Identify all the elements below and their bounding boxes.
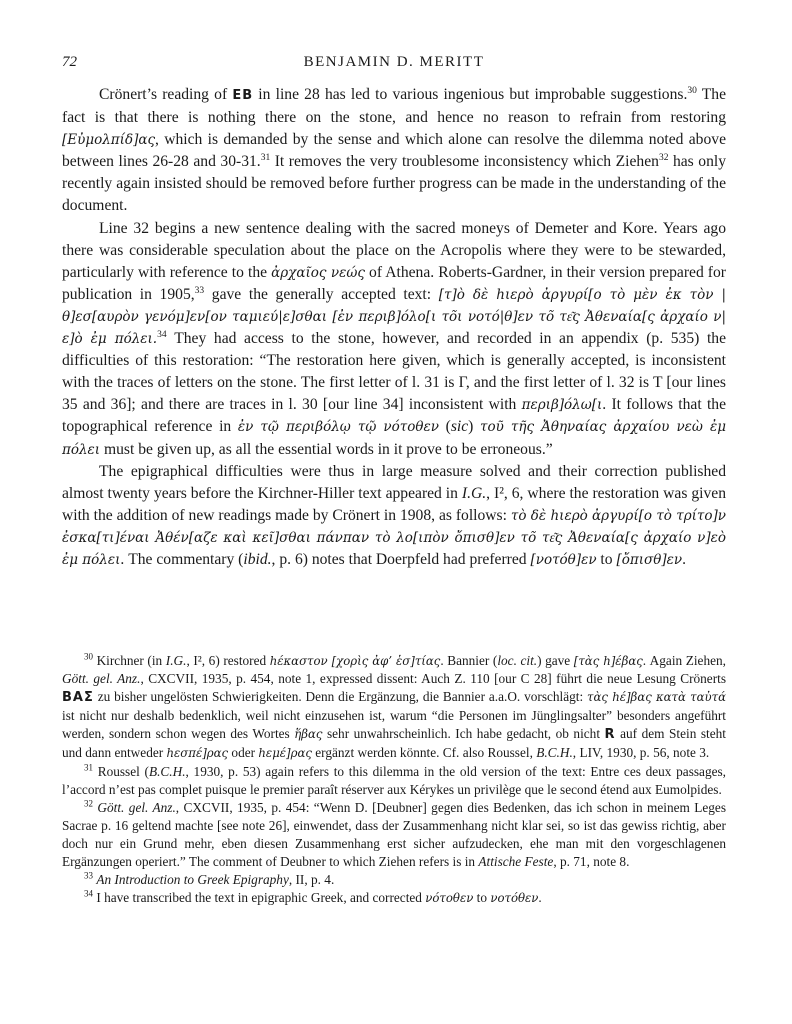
text-run: of Athena. Roberts-Gardner, in their version prepared for publication in 1905, — [62, 263, 726, 303]
text-run: , p. 71, note 8. — [553, 854, 630, 870]
text-run: Crönert’s reading of — [99, 86, 233, 103]
greek-text: τοῦ τῆς Ἀθηναίας ἀρχαίου νεὼ ἐμ πόλει — [62, 419, 727, 458]
text-run: in line 28 has led to various ingenious but improbable suggestions. — [253, 86, 688, 103]
text-run: to — [473, 890, 491, 906]
text-run: . Again Ziehen, — [642, 653, 726, 668]
footnotes — [62, 652, 726, 907]
footnote-ref: 30 — [687, 85, 697, 96]
footnote — [62, 652, 726, 763]
text-run: gave the generally accepted text: — [204, 285, 439, 303]
footnote — [62, 889, 726, 907]
italic-text: B.C.H. — [148, 763, 186, 779]
text-run: , I², 6) restored — [186, 653, 270, 668]
footnote — [62, 799, 726, 871]
footnote-number: 32 — [84, 798, 93, 809]
italic-text: Attische Feste — [478, 854, 554, 870]
footnote-number: 31 — [84, 762, 93, 773]
text-run: . — [682, 550, 686, 568]
greek-text: hεσπέ]ρας — [166, 746, 229, 761]
text-run: ist nicht nur deshalb bedenklich, weil nicht einzusehen ist, warum “die Personen im Jünglingsalter” besonders angeführt werden, sondern schon wegen des Wortes — [62, 708, 726, 742]
page-header — [62, 54, 726, 76]
text-run: ergänzt werden könnte. Cf. also Roussel, — [311, 745, 537, 761]
text-run: , LIV, 1930, p. 56, note 3. — [572, 745, 710, 761]
italic-text: An Introduction to Greek Epigraphy — [96, 872, 289, 888]
greek-text: [ὄπισθ]εν — [616, 551, 683, 568]
footnote-number: 30 — [84, 651, 93, 662]
italic-text: sic — [450, 418, 469, 436]
footnote-ref: 32 — [658, 153, 669, 164]
greek-text: ἀρχαῖος νεώς — [271, 264, 365, 281]
text-run: , p. 6) notes that Doerpfeld had preferred — [271, 550, 531, 568]
text-run: zu bisher ungelösten Schwierigkeiten. Denn die Ergänzung, die Bannier a.a.O. vorschlägt: — [93, 689, 588, 705]
text-run: Kirchner (in — [96, 653, 166, 668]
greek-text: νοτόθεν — [490, 891, 539, 906]
italic-text: B.C.H. — [536, 745, 573, 761]
footnote-ref: 33 — [194, 285, 205, 296]
text-run: I have transcribed the text in epigraphic Greek, and corrected — [96, 890, 426, 906]
epigraphic-letters: BAΣ — [62, 690, 94, 706]
text-run: . The commentary ( — [120, 550, 244, 568]
greek-text: περιβ]όλω[ι — [521, 397, 603, 414]
greek-text: ἐν τῷ περιβόλῳ τῷ νότοθεν — [237, 419, 439, 436]
epigraphic-letters: EB — [232, 88, 254, 103]
greek-text: [τ]ὸ δὲ hιερὸ ἀργυρί[ο τὸ μὲν ἐκ τὸν | θ]εσ[αυρὸν γενόμ]εν[ον ταμιεύ|ε]σθαι [ἐν περιβ]όλο[ι τõι νοτό|θ]εν τõ τε͂ς Ἀθεναία[ς ἀρχαίο ν|ε]ὸ ἐμ πόλει. — [62, 286, 726, 348]
footnote — [62, 871, 726, 889]
greek-text: ἥβας — [294, 727, 323, 742]
greek-text: τὰς hέ]βας κατὰ ταὐτά — [587, 690, 726, 705]
greek-text: [νοτόθ]εν — [530, 551, 597, 568]
paragraph — [62, 218, 726, 461]
text-run: auf dem Stein steht und dann entweder — [62, 726, 726, 761]
italic-text: Gött. gel. Anz. — [97, 799, 176, 815]
text-run: , CXCVII, 1935, p. 454, note 1, expressed dissent: Auch Z. 110 [our C 28] führt die neue Lesung Crönerts — [140, 671, 726, 687]
text-run: Roussel ( — [97, 763, 149, 779]
text-run: . Bannier ( — [440, 653, 498, 668]
italic-text: I.G. — [165, 653, 187, 668]
greek-text: hέκαστον [χορὶς ἀφ’ ἑσ]τίας — [269, 654, 441, 668]
italic-text: ibid. — [243, 550, 272, 568]
epigraphic-letters: R — [604, 727, 616, 743]
text-run: sehr unwahrscheinlich. Ich habe gedacht, ob nicht — [322, 726, 605, 742]
footnote-ref: 31 — [260, 153, 271, 164]
page-number: 72 — [62, 54, 77, 70]
text-run: oder — [228, 745, 259, 761]
italic-text: Gött. gel. Anz. — [62, 671, 141, 687]
text-run: , 1930, p. 53) again refers to this dilemma in the old version of the text: Entre ces deux passages, l’accord n’est pas complet puisque le premier paraît réserver aux Kérykes un privilège que le second étend aux Eumolpides. — [62, 763, 726, 797]
text-run: ( — [438, 418, 451, 436]
text-run: . It follows that the topographical reference in — [62, 396, 726, 436]
text-run: , which is demanded by the sense and which alone can resolve the dilemma noted above between lines 26-28 and 30-31. — [62, 131, 726, 171]
text-run: , II, p. 4. — [288, 872, 335, 888]
text-run: , I², 6, where the restoration was given with the addition of new readings made by Crönert in 1908, as follows: — [62, 484, 726, 524]
text-run: They had access to the stone, however, and recorded in an appendix (p. 535) the difficulties of this restoration: “The restoration here given, which is generally accepted, is inconsistent with the traces of letters on the stone. The first letter of l. 31 is Γ, and the first letter of l. 32 is T [our lines 35 and 36]; and there are traces in l. 30 [our line 34] inconsistent with — [62, 330, 726, 414]
greek-text: [τὰς h]έβας — [573, 654, 643, 668]
text-run: has only recently again insisted should be removed before further progress can be made in the understanding of the document. — [62, 153, 727, 215]
text-run: must be given up, as all the essential words in it prove to be erroneous.” — [100, 440, 553, 458]
greek-text: hεμέ]ρας — [258, 746, 312, 761]
running-title: BENJAMIN D. MERITT — [303, 54, 485, 70]
paragraph — [62, 84, 726, 218]
text-run: Line 32 begins a new sentence dealing with the sacred moneys of Demeter and Kore. Years ago there was considerable speculation about the place on the Acropolis where they were to be stewarded, particularly with reference to the — [62, 219, 726, 281]
footnote-number: 34 — [84, 888, 93, 899]
greek-text: [Εὐμολπίδ]ας — [62, 132, 156, 149]
footnote-ref: 34 — [157, 329, 167, 340]
paragraph — [62, 461, 726, 571]
main-text — [62, 84, 726, 571]
text-run: The epigraphical difficulties were thus in large measure solved and their correction published almost twenty years before the Kirchner-Hiller text appeared in — [62, 462, 726, 502]
text-run: ) — [468, 418, 481, 436]
greek-text: τὸ δὲ hιερὸ ἀργυρί[ο τὸ τρίτο]ν ἐσκα[τι]έναι Ἀθέν[αζε καὶ κεῖ]σθαι πάνπαν τὸ λο[ιπὸν ὄπισθ]εν τõ τε͂ς Ἀθεναία[ς ἀρχαίο ν]εὸ ἐμ πόλει — [62, 507, 726, 568]
italic-text: loc. cit. — [497, 653, 538, 668]
greek-text: νότοθεν — [425, 891, 474, 906]
text-run: . — [538, 890, 542, 906]
text-run: The fact is that there is nothing there on the stone, and hence no reason to refrain from restoring — [62, 86, 726, 127]
text-run: ) gave — [537, 653, 574, 668]
italic-text: I.G. — [461, 484, 487, 502]
footnote-number: 33 — [84, 870, 93, 881]
text-run: to — [596, 550, 617, 568]
text-run: It removes the very troublesome inconsistency which Ziehen — [270, 153, 659, 171]
text-run: , CXCVII, 1935, p. 454: “Wenn D. [Deubner] gegen dies Bedenken, das ich schon in meinem Leges Sacrae p. 16 geltend machte [see note 26], einwendet, dass der Zusammenhang nicht klar sei, so ist das gewiss richtig, aber doch nur ein Grund mehr, eben diesen Zusammenhang erst sicher aufzudecken, ehe man mit den vorgeschlagenen Ergänzungen operiert.” The comment of Deubner to which Ziehen refers is in — [62, 799, 727, 870]
footnote — [62, 763, 726, 799]
